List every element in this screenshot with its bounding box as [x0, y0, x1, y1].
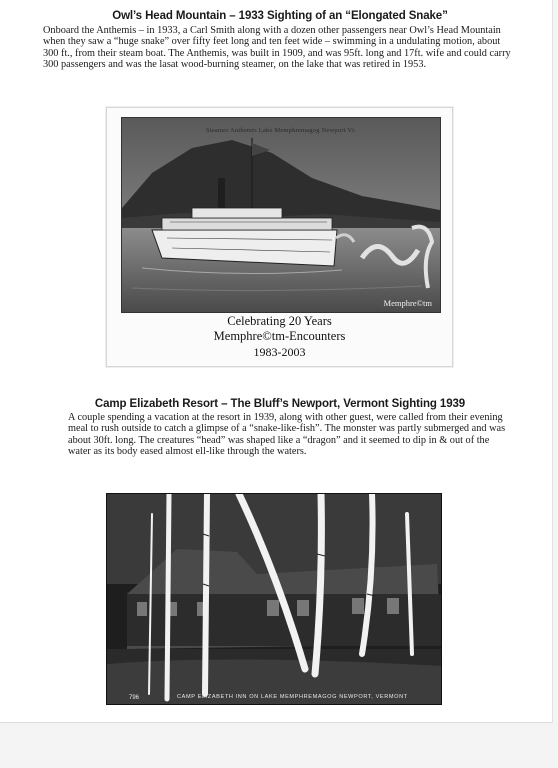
photo-caption: CAMP ELIZABETH INN ON LAKE MEMPHREMAGOG NEWPORT, VERMONT	[177, 694, 408, 700]
photo-caption: Steamer Anthemis Lake Memphremagog Newport Vt.	[205, 127, 357, 134]
postcard-line-3: 1983-2003	[253, 345, 306, 359]
section-1-body: Onboard the Anthemis – in 1933, a Carl Smith along with a dozen other passengers near Owl’s Head Mountain when they saw a “huge snake” over fifty feet long and ten feet wide – swimming in a undulating motion, about 300 ft., from their steam boat. The Anthemis, was built in 1909, and was 95ft. long and 17ft. wife and could carry 300 passengers and was the lasat wood-burning steamer, on the lake that was retired in 1953.	[43, 25, 511, 70]
photo-number: 796	[129, 695, 140, 701]
section-1-heading: Owl’s Head Mountain – 1933 Sighting of an “Elongated Snake”	[112, 10, 448, 22]
camp-elizabeth-photo	[106, 493, 442, 705]
postcard	[106, 107, 453, 367]
photo-trademark: Memphre©tm	[383, 298, 432, 308]
steamer-photo	[121, 117, 441, 313]
section-2-heading: Camp Elizabeth Resort – The Bluff’s Newport, Vermont Sighting 1939	[94, 398, 466, 410]
postcard-line-1: Celebrating 20 Years	[227, 314, 332, 328]
postcard-line-2: Memphre©tm-Encounters	[213, 329, 346, 343]
steamer-illustration	[122, 118, 440, 312]
section-2-body: A couple spending a vacation at the resort in 1939, along with other guest, were called from their evening meal to rush outside to catch a glimpse of a “snake-like-fish”. The monster was partly submerged and was about 30ft. long. The creatures “head” was shaped like a “dragon” and it seemed to dip in & out of the water as its body eased almost ell-like through the waters.	[68, 412, 506, 457]
camp-illustration	[107, 494, 441, 704]
